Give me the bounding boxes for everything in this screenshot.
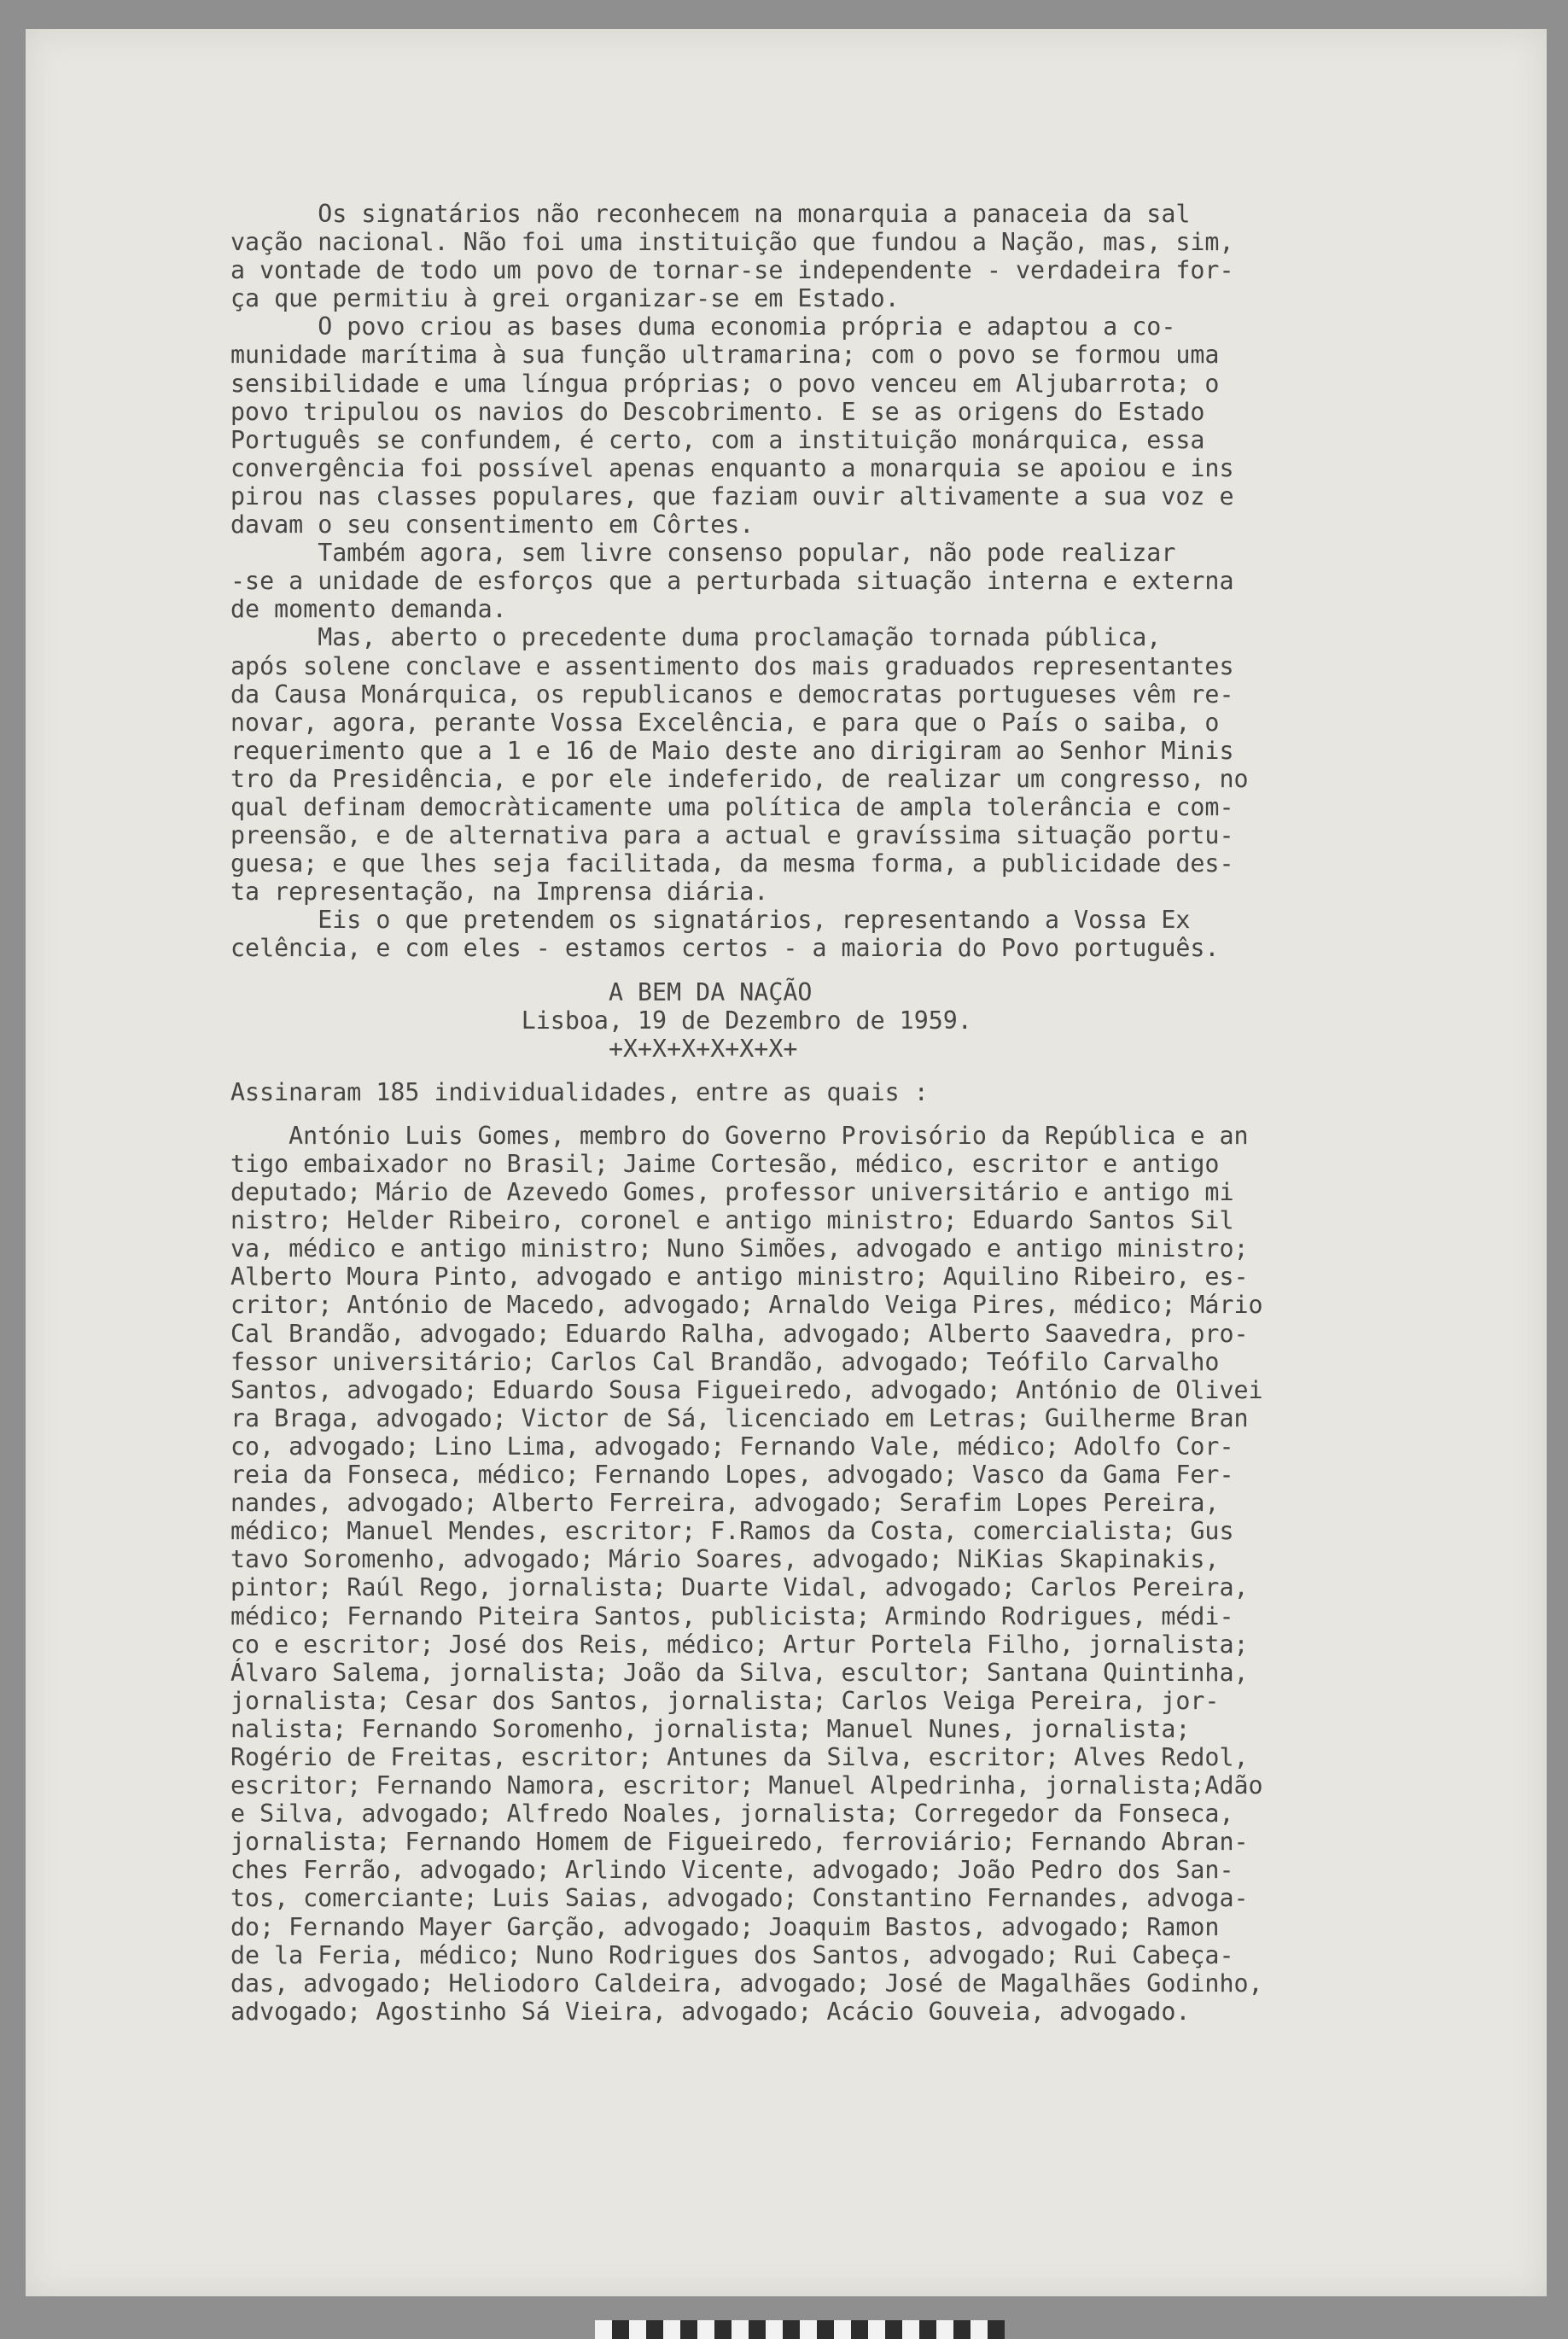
scale-segment <box>783 2320 800 2339</box>
scale-segment <box>868 2320 885 2339</box>
text-line: pintor; Raúl Rego, jornalista; Duarte Vidal, advogado; Carlos Pereira, <box>230 1573 1249 1602</box>
scale-segment <box>595 2320 612 2339</box>
typewritten-text <box>230 200 1460 2026</box>
text-line: qual definam democràticamente uma política de ampla tolerância e com- <box>230 792 1234 821</box>
text-line: ra Braga, advogado; Victor de Sá, licenciado em Letras; Guilherme Bran <box>230 1403 1249 1432</box>
text-line: Assinaram 185 individualidades, entre as quais : <box>230 1077 929 1106</box>
text-line: Cal Brandão, advogado; Eduardo Ralha, advogado; Alberto Saavedra, pro- <box>230 1319 1249 1348</box>
scale-segment <box>629 2320 646 2339</box>
text-line: deputado; Mário de Azevedo Gomes, professor universitário e antigo mi <box>230 1178 1234 1207</box>
text-line: das, advogado; Heliodoro Caldeira, advogado; José de Magalhães Godinho, <box>230 1969 1263 1998</box>
text-line: a vontade de todo um povo de tornar-se independente - verdadeira for- <box>230 256 1234 285</box>
scale-segment <box>766 2320 783 2339</box>
text-line: Também agora, sem livre consenso popular, não pode realizar <box>230 539 1176 568</box>
text-line: Santos, advogado; Eduardo Sousa Figueiredo, advogado; António de Olivei <box>230 1375 1263 1404</box>
text-line: povo tripulou os navios do Descobrimento. E se as origens do Estado <box>230 397 1205 426</box>
text-line: ta representação, na Imprensa diária. <box>230 878 769 907</box>
text-line: convergência foi possível apenas enquanto a monarquia se apoiou e ins <box>230 453 1234 482</box>
text-line: novar, agora, perante Vossa Excelência, e para que o País o saiba, o <box>230 708 1220 737</box>
text-line: nalista; Fernando Soromenho, jornalista; Manuel Nunes, jornalista; <box>230 1714 1191 1743</box>
text-line: co e escritor; José dos Reis, médico; Artur Portela Filho, jornalista; <box>230 1630 1249 1659</box>
text-line: tavo Soromenho, advogado; Mário Soares, advogado; NiKias Skapinakis, <box>230 1545 1220 1574</box>
text-line: preensão, e de alternativa para a actual e gravíssima situação portu- <box>230 821 1234 850</box>
text-line: António Luis Gomes, membro do Governo Provisório da República e an <box>230 1121 1249 1150</box>
scale-segment <box>612 2320 629 2339</box>
text-line: -se a unidade de esforços que a perturbada situação interna e externa <box>230 567 1234 596</box>
text-line: reia da Fonseca, médico; Fernando Lopes, advogado; Vasco da Gama Fer- <box>230 1461 1234 1490</box>
text-line: jornalista; Fernando Homem de Figueiredo, ferroviário; Fernando Abran- <box>230 1828 1249 1857</box>
text-line: requerimento que a 1 e 16 de Maio deste ano dirigiram ao Senhor Minis <box>230 736 1234 765</box>
scale-segment <box>953 2320 971 2339</box>
text-line: sensibilidade e uma língua próprias; o povo venceu em Aljubarrota; o <box>230 369 1220 398</box>
text-line: Os signatários não reconhecem na monarquia a panaceia da sal <box>230 200 1191 228</box>
text-line: davam o seu consentimento em Côrtes. <box>230 510 755 540</box>
text-line: O povo criou as bases duma economia própria e adaptou a co- <box>230 312 1176 341</box>
text-line: após solene conclave e assentimento dos mais graduados representantes <box>230 651 1234 680</box>
text-line: advogado; Agostinho Sá Vieira, advogado; Acácio Gouveia, advogado. <box>230 1997 1191 2026</box>
text-line: Português se confundem, é certo, com a instituição monárquica, essa <box>230 425 1205 454</box>
scale-segment <box>714 2320 732 2339</box>
color-scale-bar <box>595 2320 1005 2339</box>
text-line: de momento demanda. <box>230 595 507 624</box>
scale-segment <box>732 2320 749 2339</box>
text-line: Rogério de Freitas, escritor; Antunes da Silva, escritor; Alves Redol, <box>230 1742 1249 1771</box>
scale-segment <box>988 2320 1005 2339</box>
text-line: Eis o que pretendem os signatários, representando a Vossa Ex <box>230 906 1191 935</box>
text-line: Mas, aberto o precedente duma proclamação tornada pública, <box>230 623 1162 652</box>
text-line: médico; Manuel Mendes, escritor; F.Ramos da Costa, comercialista; Gus <box>230 1517 1234 1546</box>
paragraph-gap <box>230 1106 1460 1122</box>
text-line: tro da Presidência, e por ele indeferido, de realizar um congresso, no <box>230 764 1249 793</box>
scale-segment <box>902 2320 919 2339</box>
text-line: ça que permitiu à grei organizar-se em Estado. <box>230 284 900 313</box>
scale-segment <box>817 2320 834 2339</box>
scale-segment <box>919 2320 936 2339</box>
text-line: va, médico e antigo ministro; Nuno Simões, advogado e antigo ministro; <box>230 1234 1249 1263</box>
text-line: critor; António de Macedo, advogado; Arnaldo Veiga Pires, médico; Mário <box>230 1291 1263 1320</box>
scale-segment <box>663 2320 680 2339</box>
text-line: A BEM DA NAÇÃO <box>230 977 813 1006</box>
scale-segment <box>834 2320 851 2339</box>
text-line: escritor; Fernando Namora, escritor; Manuel Alpedrinha, jornalista;Adão <box>230 1771 1263 1800</box>
text-line: nistro; Helder Ribeiro, coronel e antigo ministro; Eduardo Santos Sil <box>230 1206 1234 1235</box>
text-line: vação nacional. Não foi uma instituição que fundou a Nação, mas, sim, <box>230 228 1234 257</box>
text-line: ches Ferrão, advogado; Arlindo Vicente, advogado; João Pedro dos San- <box>230 1856 1234 1885</box>
scale-segment <box>680 2320 697 2339</box>
scale-segment <box>971 2320 988 2339</box>
text-line: celência, e com eles - estamos certos - a maioria do Povo português. <box>230 934 1220 963</box>
text-line: fessor universitário; Carlos Cal Brandão, advogado; Teófilo Carvalho <box>230 1347 1220 1376</box>
text-line: +X+X+X+X+X+X+ <box>230 1034 798 1063</box>
text-line: e Silva, advogado; Alfredo Noales, jornalista; Corregedor da Fonseca, <box>230 1799 1234 1829</box>
scale-segment <box>697 2320 714 2339</box>
text-line: Alberto Moura Pinto, advogado e antigo ministro; Aquilino Ribeiro, es- <box>230 1263 1249 1292</box>
text-line: de la Feria, médico; Nuno Rodrigues dos Santos, advogado; Rui Cabeça- <box>230 1940 1234 1969</box>
text-line: pirou nas classes populares, que faziam ouvir altivamente a sua voz e <box>230 481 1234 510</box>
scale-segment <box>936 2320 953 2339</box>
scale-segment <box>749 2320 766 2339</box>
text-line: guesa; e que lhes seja facilitada, da mesma forma, a publicidade des- <box>230 849 1234 878</box>
text-line: médico; Fernando Piteira Santos, publicista; Armindo Rodrigues, médi- <box>230 1601 1234 1630</box>
text-line: tigo embaixador no Brasil; Jaime Cortesão, médico, escritor e antigo <box>230 1150 1220 1178</box>
scale-segment <box>800 2320 817 2339</box>
paragraph-gap <box>230 1063 1460 1078</box>
scale-segment <box>885 2320 902 2339</box>
text-line: do; Fernando Mayer Garção, advogado; Joaquim Bastos, advogado; Ramon <box>230 1912 1220 1941</box>
text-line: co, advogado; Lino Lima, advogado; Fernando Vale, médico; Adolfo Cor- <box>230 1432 1234 1461</box>
text-line: nandes, advogado; Alberto Ferreira, advogado; Serafim Lopes Pereira, <box>230 1489 1220 1518</box>
text-line: da Causa Monárquica, os republicanos e democratas portugueses vêm re- <box>230 680 1234 709</box>
text-line: Lisboa, 19 de Dezembro de 1959. <box>230 1006 972 1035</box>
text-line: munidade marítima à sua função ultramarina; com o povo se formou uma <box>230 341 1220 370</box>
paragraph-gap <box>230 963 1460 978</box>
text-line: tos, comerciante; Luis Saias, advogado; Constantino Fernandes, advoga- <box>230 1884 1249 1913</box>
scale-segment <box>851 2320 868 2339</box>
text-line: Álvaro Salema, jornalista; João da Silva, escultor; Santana Quintinha, <box>230 1658 1249 1687</box>
text-line: jornalista; Cesar dos Santos, jornalista; Carlos Veiga Pereira, jor- <box>230 1686 1220 1715</box>
scale-segment <box>646 2320 663 2339</box>
